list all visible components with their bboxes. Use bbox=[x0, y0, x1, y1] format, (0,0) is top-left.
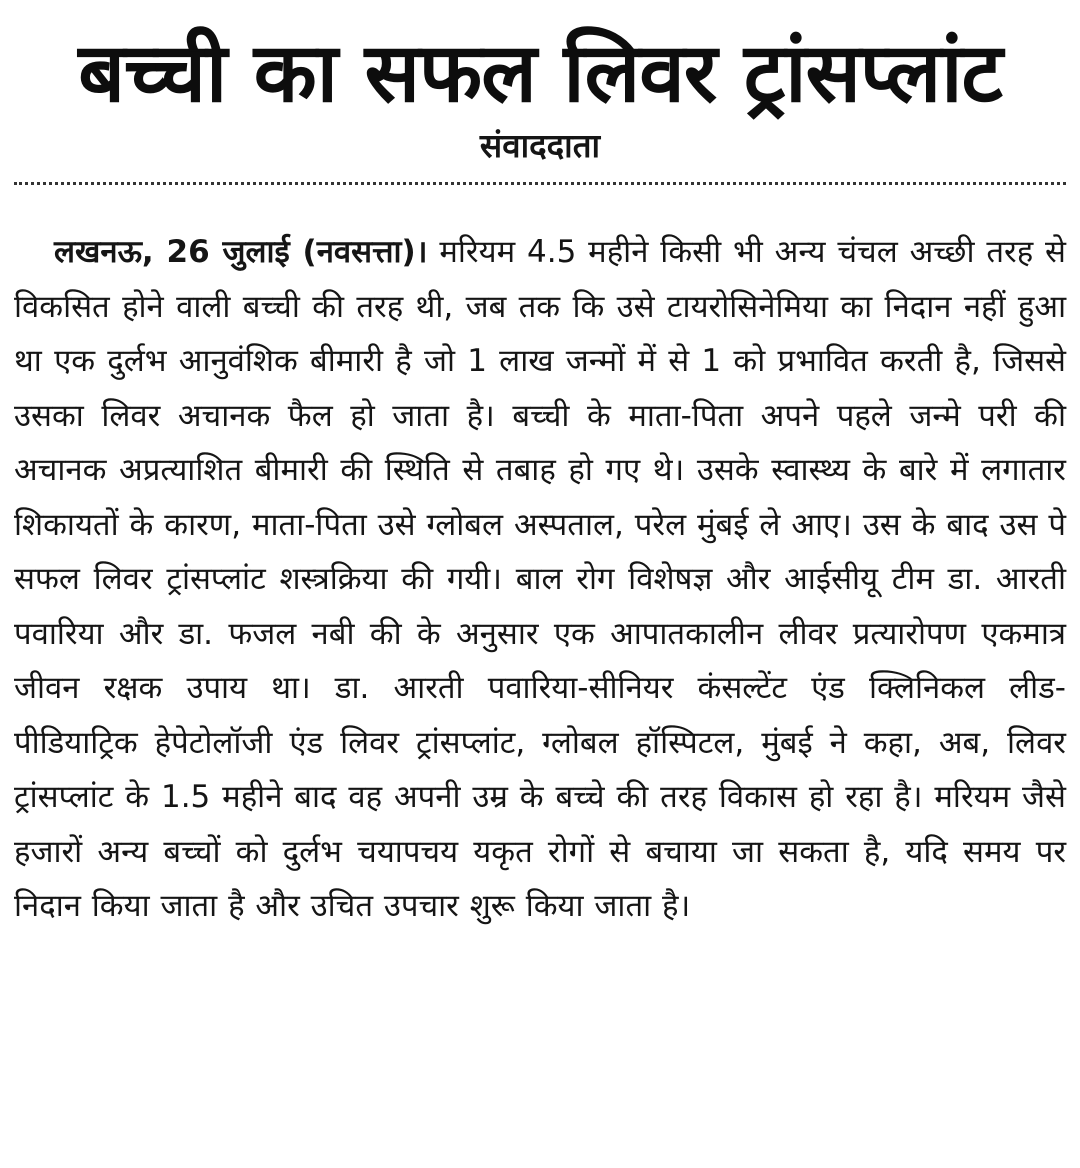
dotted-divider bbox=[14, 182, 1066, 185]
article-text: मरियम 4.5 महीने किसी भी अन्य चंचल अच्छी तरह से विकसित होने वाली बच्ची की तरह थी, जब तक कि उसे टायरोसिनेमिया का निदान नहीं हुआ था एक दुर्लभ आनुवंशिक बीमारी है जो 1 लाख जन्मों में से 1 को प्रभावित करती है, जिससे उसका लिवर अचानक फैल हो जाता है। बच्ची के माता-पिता अपने पहले जन्मे परी की अचानक अप्रत्याशित बीमारी की स्थिति से तबाह हो गए थे। उसके स्वास्थ्य के बारे में लगातार शिकायतों के कारण, माता-पिता उसे ग्लोबल अस्पताल, परेल मुंबई ले आए। उस के बाद उस पे सफल लिवर ट्रांसप्लांट शस्त्रक्रिया की गयी। बाल रोग विशेषज्ञ और आईसीयू टीम डा. आरती पवारिया और डा. फजल नबी की के अनुसार एक आपातकालीन लीवर प्रत्यारोपण एकमात्र जीवन रक्षक उपाय था। डा. आरती पवारिया-सीनियर कंसल्टेंट एंड क्लिनिकल लीड- पीडियाट्रिक हेपेटोलॉजी एंड लिवर ट्रांसप्लांट, ग्लोबल हॉस्पिटल, मुंबई ने कहा, अब, लिवर ट्रांसप्लांट के 1.5 महीने बाद वह अपनी उम्र के बच्चे की तरह विकास हो रहा है। मरियम जैसे हजारों अन्य बच्चों को दुर्लभ चयापचय यकृत रोगों से बचाया जा सकता है, यदि समय पर निदान किया जाता है और उचित उपचार शुरू किया जाता है। bbox=[14, 234, 1066, 924]
byline: संवाददाता bbox=[479, 126, 601, 165]
headline: बच्ची का सफल लिवर ट्रांसप्लांट bbox=[78, 26, 1002, 121]
dateline: लखनऊ, 26 जुलाई (नवसत्ता)। bbox=[54, 234, 428, 270]
article-body bbox=[14, 225, 1066, 934]
